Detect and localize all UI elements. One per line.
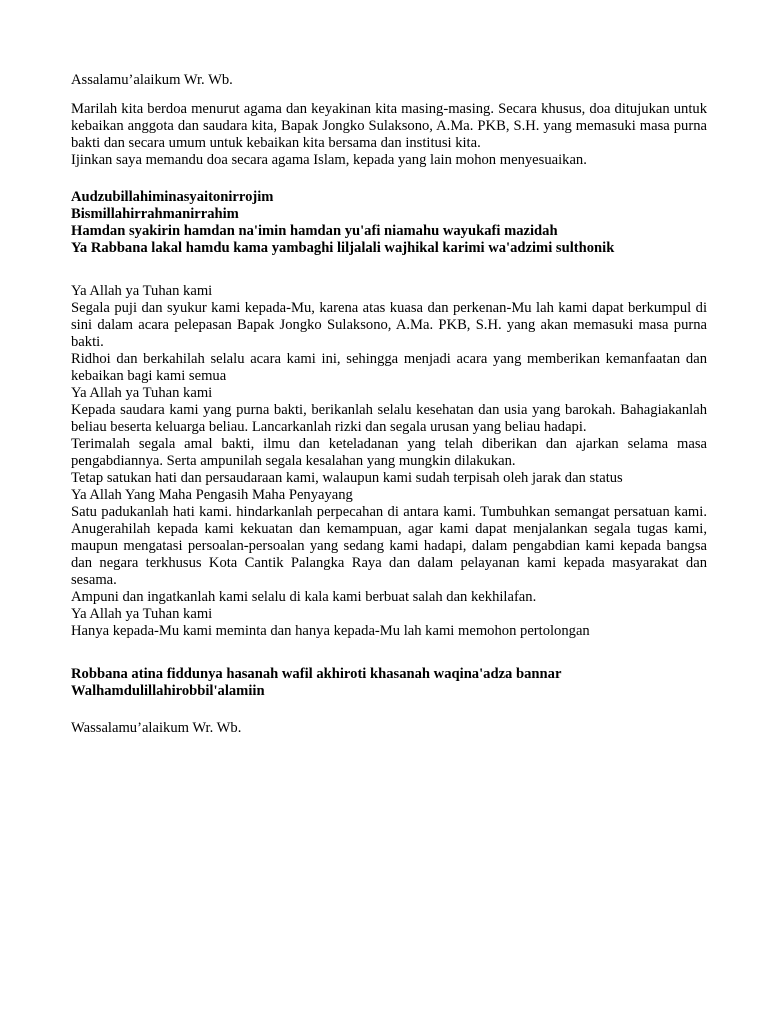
spacer — [71, 89, 707, 101]
prayer-paragraph: Satu padukanlah hati kami. hindarkanlah perpecahan di antara kami. Tumbuhkan semangat persatuan kami. Anugerahilah kepada kami kekuatan dan kemampuan, agar kami dapat menjalankan segala tugas kami, maupun mengatasi persoalan-persoalan yang sedang kami hadapi, dalam pengabdian kami kepada bangsa dan negara terkhusus Kota Cantik Palangka Raya dan dalam pelayanan kami kepada masyarakat dan sesama. — [71, 504, 707, 588]
spacer — [71, 640, 707, 666]
prayer-invocation: Ya Allah ya Tuhan kami — [71, 385, 213, 401]
prayer-paragraph: Segala puji dan syukur kami kepada-Mu, karena atas kuasa dan perkenan-Mu lah kami dapat berkumpul di sini dalam acara pelepasan Bapak Jongko Sulaksono, A.Ma. PKB, S.H. yang akan memasuki masa purna bakti. — [71, 300, 707, 350]
prayer-paragraph: Hanya kepada-Mu kami meminta dan hanya kepada-Mu lah kami memohon pertolongan — [71, 623, 590, 639]
prayer-paragraph: Ridhoi dan berkahilah selalu acara kami ini, sehingga menjadi acara yang memberikan kemanfaatan dan kebaikan bagi kami semua — [71, 351, 707, 384]
document-page — [71, 72, 707, 737]
prayer-paragraph: Tetap satukan hati dan persaudaraan kami, walaupun kami sudah terpisah oleh jarak dan status — [71, 470, 623, 486]
spacer — [71, 169, 707, 189]
intro-instruction: Ijinkan saya memandu doa secara agama Islam, kepada yang lain mohon menyesuaikan. — [71, 152, 587, 168]
intro-paragraph: Marilah kita berdoa menurut agama dan keyakinan kita masing-masing. Secara khusus, doa ditujukan untuk kebaikan anggota dan saudara kita, Bapak Jongko Sulaksono, A.Ma. PKB, S.H. yang memasuki masa purna bakti dan secara umum untuk kebaikan kita bersama dan institusi kita. — [71, 101, 707, 151]
prayer-invocation: Ya Allah ya Tuhan kami — [71, 283, 213, 299]
greeting: Assalamu’alaikum Wr. Wb. — [71, 72, 233, 88]
closing-hamdalah-line: Walhamdulillahirobbil'alamiin — [71, 683, 265, 699]
praise-line: Ya Rabbana lakal hamdu kama yambaghi liljalali wajhikal karimi wa'adzimi sulthonik — [71, 240, 615, 256]
spacer — [71, 700, 707, 720]
taawudz-line: Audzubillahiminasyaitonirrojim — [71, 189, 274, 205]
hamdalah-line: Hamdan syakirin hamdan na'imin hamdan yu'afi niamahu wayukafi mazidah — [71, 223, 558, 239]
prayer-paragraph: Terimalah segala amal bakti, ilmu dan keteladanan yang telah diberikan dan ajarkan selama masa pengabdiannya. Serta ampunilah segala kesalahan yang mungkin dilakukan. — [71, 436, 707, 469]
prayer-invocation: Ya Allah ya Tuhan kami — [71, 606, 213, 622]
prayer-paragraph: Kepada saudara kami yang purna bakti, berikanlah selalu kesehatan dan usia yang barokah. Bahagiakanlah beliau beserta keluarga beliau. Lancarkanlah rizki dan segala urusan yang beliau hadapi. — [71, 402, 707, 435]
spacer — [71, 257, 707, 283]
prayer-paragraph: Ampuni dan ingatkanlah kami selalu di kala kami berbuat salah dan kekhilafan. — [71, 589, 537, 605]
farewell: Wassalamu’alaikum Wr. Wb. — [71, 720, 242, 736]
prayer-invocation: Ya Allah Yang Maha Pengasih Maha Penyayang — [71, 487, 353, 503]
closing-prayer-line: Robbana atina fiddunya hasanah wafil akhiroti khasanah waqina'adza bannar — [71, 666, 562, 682]
basmalah-line: Bismillahirrahmanirrahim — [71, 206, 239, 222]
